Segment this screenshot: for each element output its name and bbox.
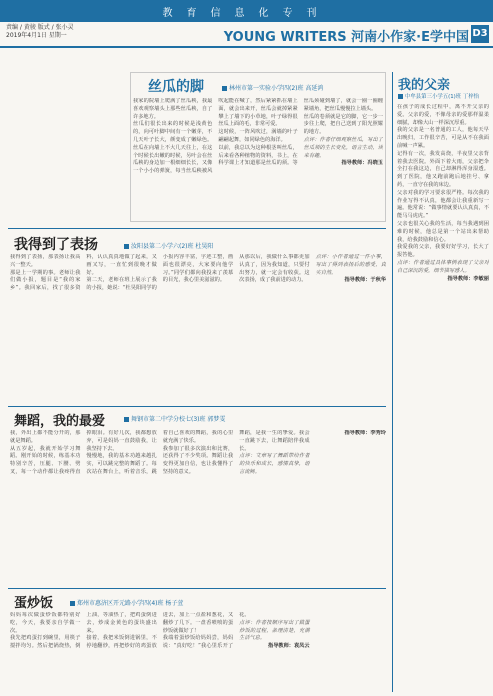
right-column-rule bbox=[392, 72, 393, 692]
comment: 点评：作者按顺序写出了做蛋炒饭的过程，条理清楚，充满生活气息。 bbox=[239, 619, 310, 642]
square-icon bbox=[124, 417, 129, 422]
top-banner bbox=[0, 0, 493, 22]
paragraph: 我家的院墙上爬满了丝瓜秧，我最喜欢观察墙头上那些丝瓜秧，自了许多地方。 bbox=[133, 98, 213, 120]
section-rule bbox=[8, 228, 386, 229]
square-icon bbox=[70, 601, 75, 606]
paragraph: 慢慢地，我的基本功越来越扎实，可以跳完整的舞蹈了。每次站在舞台上，听着音乐，跳着自己喜欢的舞蹈，我的心里就充满了快乐。 bbox=[86, 430, 234, 475]
paragraph: 我爱我的父亲，我要好好学习，长大了报答他。 bbox=[397, 244, 489, 259]
square-icon bbox=[222, 86, 227, 91]
egg-rice-title: 蛋炒饭 bbox=[14, 596, 54, 611]
teacher-credit: 指导教师：李秀玲 bbox=[344, 430, 386, 436]
dance-byline: 舞钢市第二中学分校七(3)班 郭梦雯 bbox=[124, 414, 225, 423]
silk-body bbox=[133, 98, 383, 220]
masthead bbox=[0, 22, 493, 48]
date-line: 2019年4月1日 星期一 bbox=[6, 32, 67, 39]
section-rule bbox=[8, 588, 386, 589]
paragraph: 从五岁起，我就开始学习舞蹈。刚开始的时候，练基本功特别辛苦，压腿、下腰、劈叉，每一个动作都让我疼得直掉眼泪。有好几次，我都想放弃，可是妈妈一直鼓励我，让我坚持下去。 bbox=[10, 430, 157, 475]
square-icon bbox=[124, 244, 129, 249]
teacher-credit: 指导教师：袁凤云 bbox=[268, 643, 310, 650]
paragraph: 丝瓜们很长出来的时候是浅黄色的，向可叶脚中间有一个嫩芽，不几天叶子长大，颜变成了嫩绿色。丝瓜在向墙上不大几天往上，在这个时候长出嫩的时候，另叶会在丝瓜秧的身边加一根细细长长，又像一个小小的弹簧，每当丝瓜秧被风吹起能在喊了，然后紧紧抓在墙上面，就会出来开，丝瓜会就掉紧紧攀上了墙下的小草地，叶子绿得很丝瓜上面的毛，非常可爱。 bbox=[133, 98, 298, 175]
paragraph: 接着，我把米饭倒进锅里，不停地翻炒，再把炒好的鸡蛋放进去，加上一点盐和葱花，又翻炒了几下。一盘香喷喷的蛋炒饭就做好了！ bbox=[86, 612, 234, 650]
paragraph: 我得到了表扬，那表扬让我高兴一整天。 bbox=[10, 254, 81, 268]
dance-title: 舞蹈，我的最爱 bbox=[14, 414, 106, 429]
paragraph: 丝瓜的卷须就是它的脚，它一步一步往上爬，把自己送到了阳光照耀的地方。 bbox=[303, 113, 383, 136]
paragraph: 妈妈每次做蛋炒饭都特别好吃，今天，我要亲自学做一次。 bbox=[10, 612, 81, 634]
paragraph: 第二天，老师在班上展示了我的小报，她说：“杜昊阳同学的小报内容丰富，字迹工整，画面也很漂亮，大家要向他学习。”同学们都向我投来了羡慕的目光，我心里美滋滋的。 bbox=[86, 254, 234, 292]
edition-info bbox=[6, 24, 74, 40]
paragraph: 这时候，一阵风吹过，满墙的叶子翩翩起舞，如同绿色的海洋。 bbox=[218, 129, 298, 143]
paragraph: 从那以后，我做什么事都更加认真了，因为我知道，只要付出努力，就一定会有收获。这次表扬，成了我前进的动力。 bbox=[239, 254, 310, 284]
comment: 点评：文章写了舞蹈带给作者的快乐和成长，感情真挚，语言流畅。 bbox=[239, 453, 310, 475]
editor-line: 责编 / 黄骏 版式 / 张小灵 bbox=[6, 24, 74, 31]
paragraph: 我参加了很多次演出和比赛，还获得了不少奖项。舞蹈让我变得更加自信，也让我懂得了坚持的意义。 bbox=[162, 445, 234, 475]
praise-body bbox=[10, 254, 386, 402]
paper-title-cn: 河南小作家·E学中国 bbox=[351, 30, 469, 45]
dance-body bbox=[10, 430, 386, 582]
father-title: 我的父亲 bbox=[398, 78, 451, 93]
comment: 点评：作者仔细观察丝瓜，写出了丝瓜须的生长变化，语言生动，读来有趣。 bbox=[303, 136, 383, 159]
paper-title-en: YOUNG WRITERS bbox=[223, 30, 347, 45]
father-body bbox=[397, 104, 489, 692]
paragraph: 我端着蛋炒饭给妈妈尝，妈妈说：“真好吃！”我心里乐开了花。 bbox=[162, 612, 250, 650]
paragraph: 我，外出上都不能分开的，那就是舞蹈。 bbox=[10, 430, 81, 444]
paragraph: 我的父亲是一名普通的工人，他每天早出晚归，工作很辛苦，可是从不在我面前喊一声累。 bbox=[397, 127, 489, 149]
paragraph: 我先把鸡蛋打到碗里，用筷子搅拌均匀。然后把锅烧热，倒上油，等油热了，把鸡蛋倒进去，炒成金黄色的蛋块盛出来。 bbox=[10, 612, 157, 650]
paragraph: 记得有一次，我发高烧，半夜里父亲背着我去医院。外面下着大雨，父亲把伞全打在我这边，自己却淋得浑身湿透。到了医院，他又跑前跑后地挂号、拿药，一直守在我的床边。 bbox=[397, 150, 489, 188]
teacher-credit: 指导教师：李敏丽 bbox=[447, 275, 489, 282]
paper-title bbox=[224, 26, 469, 45]
comment: 点评：小作者通过一件小事，写出了得到表扬后的感受，真实自然。 bbox=[315, 254, 386, 276]
band-title: 教育信息化专刊 bbox=[162, 8, 331, 19]
paragraph: 在孩子的成长过程中，离不开父亲的爱。父亲的爱，不像母亲的爱那样温柔细腻，却像大山一样深沉厚重。 bbox=[397, 104, 489, 126]
section-rule bbox=[8, 406, 386, 407]
paragraph: 舞蹈，是我一生的挚爱。我会一直跳下去，让舞蹈陪伴我成长。 bbox=[239, 430, 310, 452]
egg-rice-body bbox=[10, 612, 386, 692]
egg-rice-byline: 郑州市惠济区开元路小学四(4)班 杨子萱 bbox=[70, 598, 183, 607]
silk-byline: 林州市第一实验小学四(2)班 高延鸿 bbox=[222, 83, 323, 92]
paragraph: 父亲对我的学习要求很严格。每次我的作业写得不认真，他都会让我重新写一遍。他常说：“做事情就要认认真真，不能马马虎虎。” bbox=[397, 189, 489, 220]
teacher-credit: 指导教师：冯晓玉 bbox=[341, 160, 383, 167]
paragraph: 父亲也很关心我的生活，每当我遇到困难的时候，他总是第一个站出来帮助我，给我鼓励和信心。 bbox=[397, 220, 489, 243]
father-byline: 中牟县第三小学五(1)班 丁梓怡 bbox=[398, 92, 479, 100]
square-icon bbox=[398, 94, 403, 99]
praise-byline: 汝阳县第二小学六(2)班 杜昊阳 bbox=[124, 241, 213, 250]
teacher-credit: 指导教师：于秋华 bbox=[344, 277, 386, 284]
paragraph: 那是上一学期的事。老师让我们做小报，题目是“我的家乡”。我回家后，找了很多资料，认认真真地做了起来，又画又写，一直忙到很晚才做好。 bbox=[10, 254, 157, 292]
praise-title: 我得到了表扬 bbox=[14, 237, 98, 253]
comment: 点评：作者通过具体事例表现了父亲对自己深沉的爱，细节描写感人。 bbox=[397, 259, 489, 274]
silk-title: 丝瓜的脚 bbox=[148, 79, 204, 95]
paragraph: 以前，我总以为这种根茎叫丝瓜，后来看各种植物的资料，书上，在科学课上才知道那是丝瓜的须。等丝瓜须碰到墙了，就会一圈一圈缠紧墙角，把丝瓜慢慢拉上墙头。 bbox=[218, 98, 383, 167]
page-code: D3 bbox=[471, 25, 489, 43]
